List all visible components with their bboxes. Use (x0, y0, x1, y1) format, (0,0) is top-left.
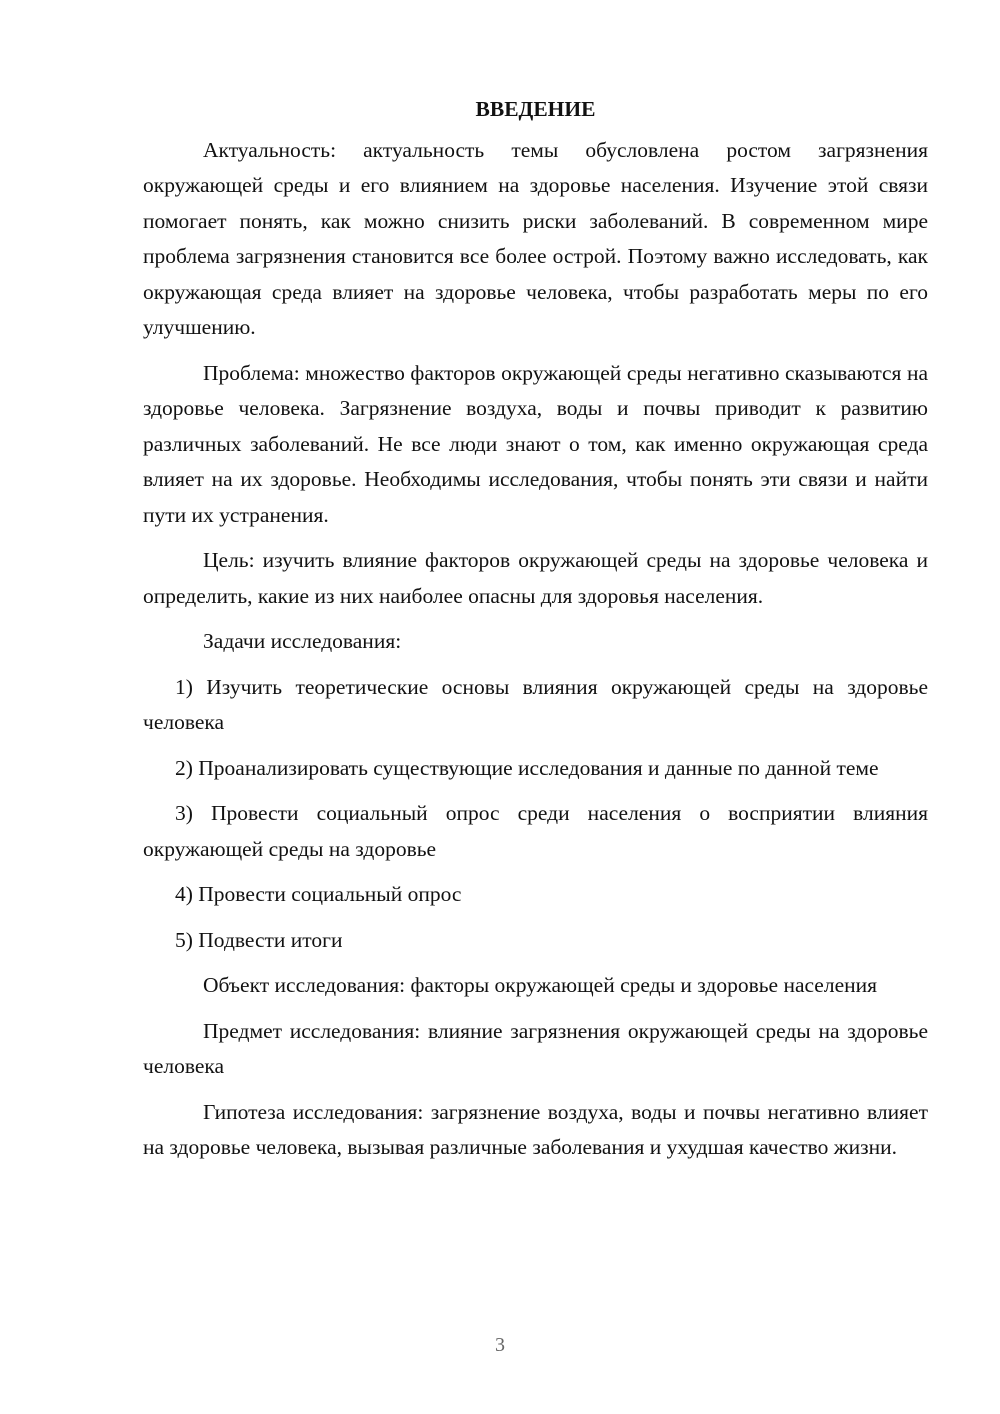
task-item-3: 3) Провести социальный опрос среди населения о восприятии влияния окружающей среды на здоровье (143, 801, 928, 861)
tasks-heading: Задачи исследования: (203, 629, 402, 653)
subject-paragraph: Предмет исследования: влияние загрязнения окружающей среды на здоровье человека (143, 1018, 928, 1078)
task-item-4: 4) Провести социальный опрос (175, 882, 462, 906)
page-content (143, 92, 928, 1166)
task-item-2: 2) Проанализировать существующие исследования и данные по данной теме (175, 755, 879, 780)
task-item-1: 1) Изучить теоретические основы влияния окружающей среды на здоровье человека (143, 674, 928, 734)
goal-paragraph: Цель: изучить влияние факторов окружающей среды на здоровье человека и определить, какие из них наиболее опасны для здоровья населения. (143, 548, 928, 608)
object-paragraph: Объект исследования: факторы окружающей среды и здоровье населения (203, 973, 878, 997)
problem-paragraph: Проблема: множество факторов окружающей среды негативно сказываются на здоровье человека. Загрязнение воздуха, воды и почвы приводит к развитию различных заболеваний. Не все люди знают о том, как именно окружающая среда влияет на их здоровье. Необходимы исследования, чтобы понять эти связи и найти пути их устранения. (143, 360, 928, 527)
section-title: ВВЕДЕНИЕ (475, 97, 596, 121)
page-number: 3 (495, 1334, 505, 1356)
task-item-5: 5) Подвести итоги (175, 927, 343, 952)
relevance-paragraph: Актуальность: актуальность темы обусловлена ростом загрязнения окружающей среды и его влиянием на здоровье населения. Изучение этой связи помогает понять, как можно снизить риски заболеваний. В современном мире проблема загрязнения становится все более острой. Поэтому важно исследовать, как окружающая среда влияет на здоровье человека, чтобы разработать меры по его улучшению. (143, 137, 928, 339)
hypothesis-paragraph: Гипотеза исследования: загрязнение воздуха, воды и почвы негативно влияет на здоровье человека, вызывая различные заболевания и ухудшая качество жизни. (143, 1099, 928, 1159)
